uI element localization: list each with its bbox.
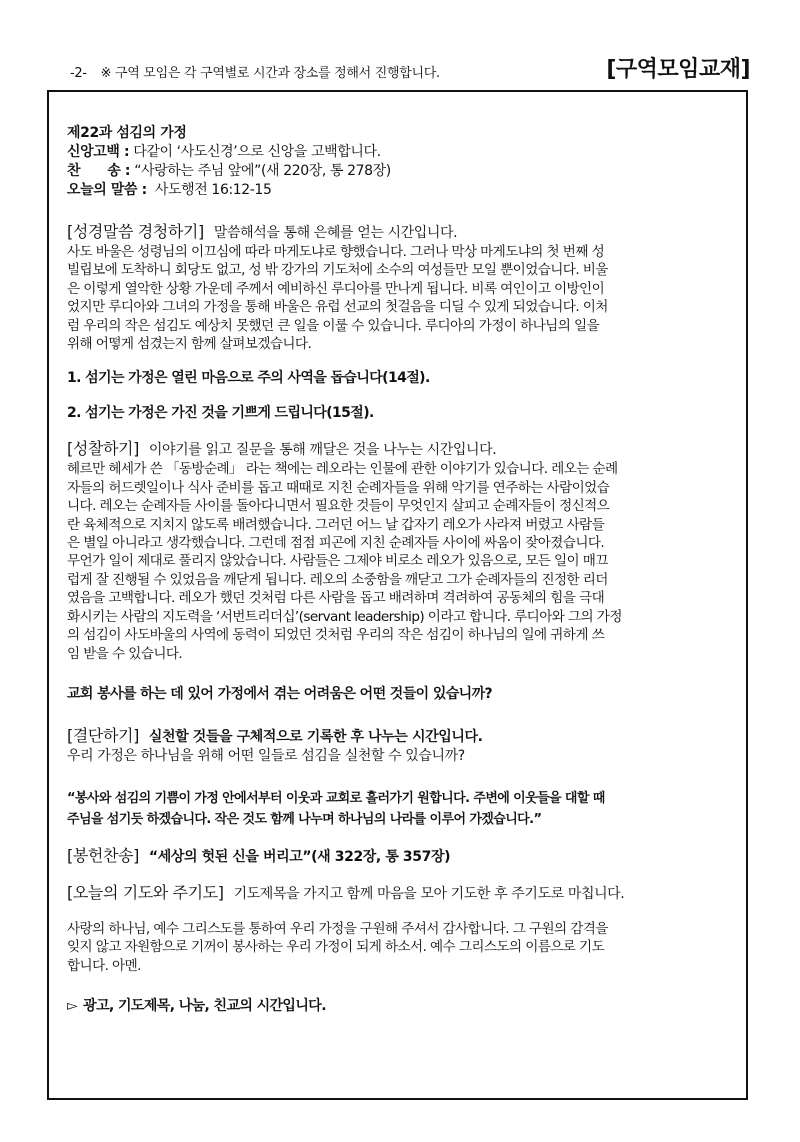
closing-line [67,997,730,1016]
hymn-line [67,162,730,181]
reflect-tag: [성찰하기] [67,439,139,459]
page-number: -2- [70,66,87,81]
decide-intro: 실천할 것들을 구체적으로 기록한 후 나누는 시간입니다. [148,728,483,745]
header-notice [70,62,440,81]
offering-heading [67,846,730,867]
hymn-text: “사랑하는 주님 앞에”(새 220장, 통 278장) [134,163,391,179]
paragraph-line: 헤르만 헤세가 쓴 「동방순례」 라는 책에는 레오라는 인물에 관한 이야기가 있습니다. 레오는 순례 [67,461,618,478]
lesson-title: 제22과 섬김의 가정 [67,125,187,141]
point-one: 1. 섬기는 가정은 열린 마음으로 주의 사역을 돕습니다(14절). [67,370,430,387]
paragraph-line: 위해 어떻게 섬겼는지 함께 살펴보겠습니다. [67,336,312,353]
paragraph-line: 였음을 고백합니다. 레오가 했던 것처럼 다른 사람을 돕고 배려하며 격려하여 공동체의 힘을 극대 [67,590,605,607]
prayer-paragraph [67,920,730,975]
prayer-heading [67,883,730,904]
offering-hymn: “세상의 헛된 신을 버리고”(새 322장, 통 357장) [148,848,451,865]
prayer-tag: [오늘의 기도와 주기도] [67,882,224,902]
paragraph-line: 럼 우리의 작은 섬김도 예상치 못했던 큰 일을 이룰 수 있습니다. 루디아의 가정이 하나님의 일을 [67,317,600,334]
arrow-icon: ▻ [67,998,78,1015]
reflect-intro: 이야기를 읽고 질문을 통해 깨달은 것을 나누는 시간입니다. [148,442,497,459]
material-badge: [구역모임교재] [606,57,750,82]
paragraph-line: 자들의 허드렛일이나 식사 준비를 돕고 때때로 지친 순례자들을 위해 악기를 연주하는 사람이었습 [67,479,610,496]
paragraph-line: 화시키는 사람의 지도력을 ‘서번트리더십’(servant leadership) 이라고 합니다. 루디아와 그의 가정 [67,608,622,625]
paragraph-line: 란 육체적으로 지치지 않도록 배려했습니다. 그러던 어느 날 갑자기 레오가 사라져 버렸고 사람들 [67,516,605,533]
paragraph-line: 의 섬김이 사도바울의 사역에 동력이 되었던 것처럼 우리의 작은 섬김이 하나님의 일에 귀하게 쓰 [67,627,605,644]
paragraph-line: 니다. 레오는 순례자들 사이를 돌아다니면서 필요한 것들이 무엇인지 살피고 순례자들이 정신적으 [67,498,610,515]
creed-label: 신앙고백 : [67,144,130,160]
paragraph-line: 은 이렇게 열악한 상황 가운데 주께서 예비하신 루디아를 만나게 됩니다. 비록 여인이고 이방인이 [67,280,605,297]
reflect-question: 교회 봉사를 하는 데 있어 가정에서 겪는 어려움은 어떤 것들이 있습니까? [67,685,493,702]
page-header [60,52,750,86]
paragraph-line: 사도 바울은 성령님의 이끄심에 따라 마게도냐로 향했습니다. 그러나 막상 마게도냐의 첫 번째 성 [67,244,605,260]
commitment-quote [67,788,730,830]
creed-line [67,143,730,162]
point-two: 2. 섬기는 가정은 가진 것을 기쁘게 드립니다(15절). [67,405,374,422]
decide-tag: [결단하기] [67,725,139,745]
reflect-paragraph [67,460,730,662]
listen-heading [67,222,730,243]
quote-line: 주님을 섬기듯 하겠습니다. 작은 것도 함께 나누며 하나님의 나라를 이루어 가겠습니다.” [67,811,542,827]
paragraph-line: 임 받을 수 있습니다. [67,645,183,662]
paragraph-line: 사랑의 하나님, 예수 그리스도를 통하여 우리 가정을 구원해 주셔서 감사합니다. 그 구원의 감격을 [67,920,608,937]
paragraph-line: 합니다. 아멘. [67,957,141,974]
paragraph-line: 었지만 루디아와 그녀의 가정을 통해 바울은 유럽 선교의 첫걸음을 디딜 수 있게 되었습니다. 이처 [67,299,608,316]
paragraph-line: 은 별일 아니라고 생각했습니다. 그런데 점점 피곤에 지친 순례자들 사이에 싸움이 잦아졌습니다. [67,535,605,552]
decide-heading [67,726,730,747]
creed-text: 다같이 ‘사도신경’으로 신앙을 고백합니다. [133,144,381,160]
paragraph-line: 럽게 잘 진행될 수 있었음을 깨닫게 됩니다. 레오의 소중함을 깨닫고 그가 순례자들의 진정한 리더 [67,571,608,588]
schedule-notice: ※ 구역 모임은 각 구역별로 시간과 장소를 정해서 진행합니다. [100,66,440,81]
scripture-text: 사도행전 16:12-15 [154,182,272,198]
quote-line: “봉사와 섬김의 기쁨이 가정 안에서부터 이웃과 교회로 흘러가기 원합니다. 주변에 이웃들을 대할 때 [67,790,605,806]
scripture-label: 오늘의 말씀 : [67,182,147,198]
paragraph-line: 빌립보에 도착하니 회당도 없고, 성 밖 강가의 기도처에 소수의 여성들만 모일 뿐이었습니다. 비울 [67,262,608,279]
offering-tag: [봉헌찬송] [67,845,139,865]
paragraph-line: 잊지 않고 자원함으로 기꺼이 봉사하는 우리 가정이 되게 하소서. 예수 그리스도의 이름으로 기도 [67,939,605,956]
lesson-content [67,124,730,1016]
lesson-frame [47,90,748,1100]
paragraph-line: 무언가 일이 제대로 풀리지 않았습니다. 사람들은 그제야 비로소 레오가 있음으로, 모든 일이 매끄 [67,553,608,570]
decide-question: 우리 가정은 하나님을 위해 어떤 일들로 섬김을 실천할 수 있습니까? [67,747,465,764]
listen-tag: [성경말씀 경청하기] [67,222,204,241]
closing-text: 광고, 기도제목, 나눔, 친교의 시간입니다. [83,998,326,1015]
hymn-label: 찬 송 : [67,163,131,179]
listen-paragraph [67,243,730,353]
scripture-line [67,181,730,200]
prayer-intro: 기도제목을 가지고 함께 마음을 모아 기도한 후 주기도로 마칩니다. [233,885,625,902]
reflect-heading [67,439,730,460]
listen-intro: 말씀해석을 통해 은혜를 얻는 시간입니다. [213,225,458,241]
